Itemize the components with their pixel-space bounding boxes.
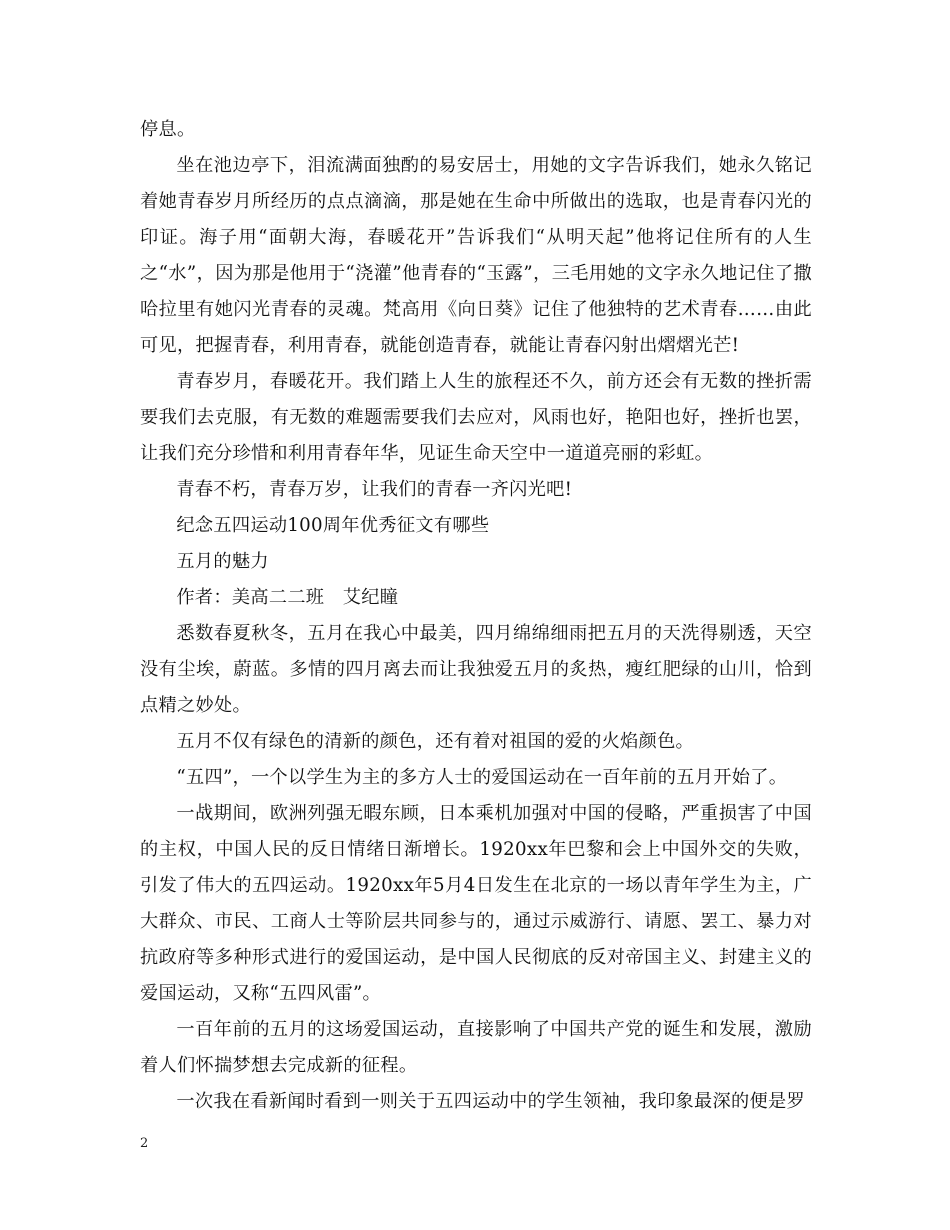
essay-author: 作者：美高二二班 艾纪瞳 xyxy=(176,587,399,608)
paragraph-history: 一战期间，欧洲列强无暇东顾，日本乘机加强对中国的侵略，严重损害了中国的主权，中国人民的反日情绪日渐增长。1920xx年巴黎和会上中国外交的失败，引发了伟大的五四运动。1920xx年5月4日发生在北京的一场以青年学生为主，广大群众、市民、工商人士等阶层共同参与的，通过示威游行、请愿、罢工、暴力对抗政府等多种形式进行的爱国运动，是中国人民彻底的反对帝国主义、封建主义的爱国运动，又称“五四风雷”。 xyxy=(140,803,812,1004)
page-number: 2 xyxy=(140,1136,149,1151)
document-body xyxy=(140,112,812,1120)
essay-title: 五月的魅力 xyxy=(176,551,269,572)
paragraph-influence: 一百年前的五月的这场爱国运动，直接影响了中国共产党的诞生和发展，激励着人们怀揣梦想去完成新的征程。 xyxy=(140,1019,812,1076)
paragraph-may-fourth-intro: “五四”，一个以学生为主的多方人士的爱国运动在一百年前的五月开始了。 xyxy=(176,767,788,788)
paragraph-continuation: 停息。 xyxy=(140,119,196,140)
paragraph-youth-years: 青春岁月，春暖花开。我们踏上人生的旅程还不久，前方还会有无数的挫折需要我们去克服，有无数的难题需要我们去应对，风雨也好，艳阳也好，挫折也罢，让我们充分珍惜和利用青春年华，见证生命天空中一道道亮丽的彩虹。 xyxy=(140,371,812,464)
paragraph-may-beauty: 悉数春夏秋冬，五月在我心中最美，四月绵绵细雨把五月的天洗得剔透，天空没有尘埃，蔚蓝。多情的四月离去而让我独爱五月的炙热，瘦红肥绿的山川，恰到点精之妙处。 xyxy=(140,623,812,716)
paragraph-yian-haizi-sanmao: 坐在池边亭下，泪流满面独酌的易安居士，用她的文字告诉我们，她永久铭记着她青春岁月所经历的点点滴滴，那是她在生命中所做出的选取，也是青春闪光的印证。海子用“面朝大海，春暖花开”告诉我们“从明天起”他将记住所有的人生之“水”，因为那是他用于“浇灌”他青春的“玉露”，三毛用她的文字永久地记住了撒哈拉里有她闪光青春的灵魂。梵高用《向日葵》记住了他独特的艺术青春……由此可见，把握青春，利用青春，就能创造青春，就能让青春闪射出熠熠光芒! xyxy=(140,155,812,356)
paragraph-news: 一次我在看新闻时看到一则关于五四运动中的学生领袖，我印象最深的便是罗 xyxy=(176,1091,805,1112)
section-heading: 纪念五四运动100周年优秀征文有哪些 xyxy=(176,515,490,536)
paragraph-youth-immortal: 青春不朽，青春万岁，让我们的青春一齐闪光吧! xyxy=(176,479,573,500)
paragraph-may-colors: 五月不仅有绿色的清新的颜色，还有着对祖国的爱的火焰颜色。 xyxy=(176,731,695,752)
